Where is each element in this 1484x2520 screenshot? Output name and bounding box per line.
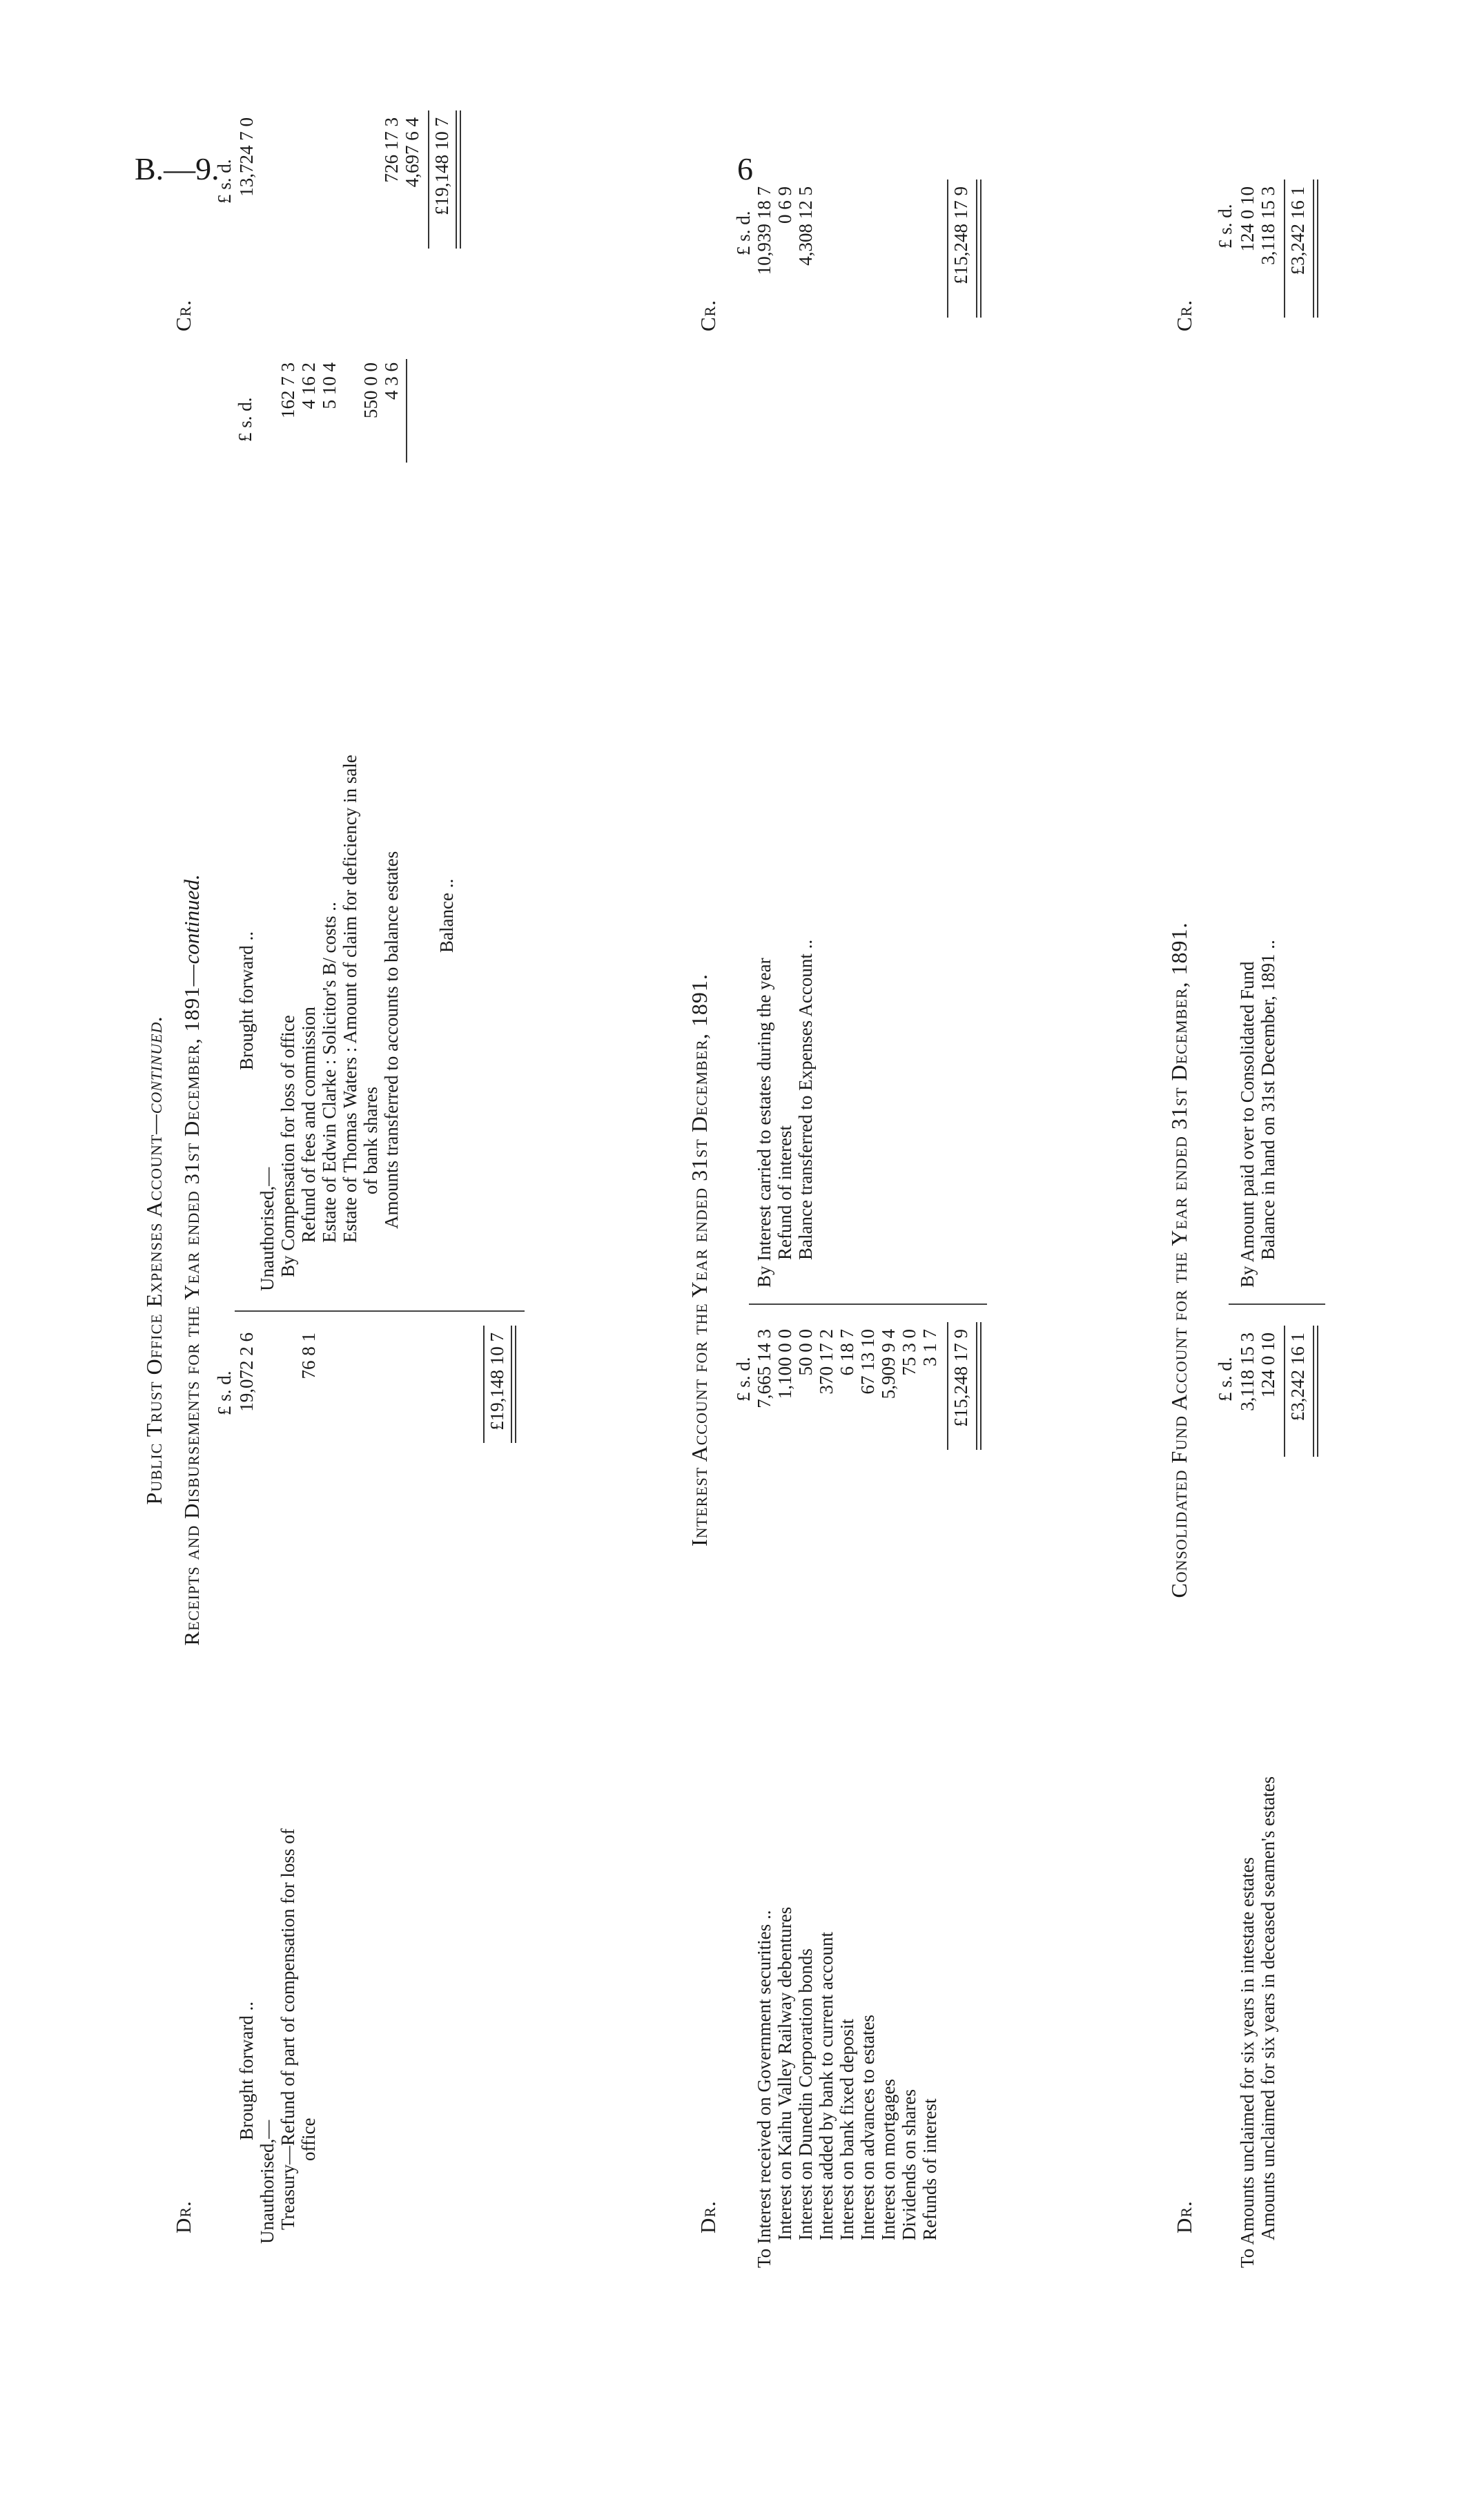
interest-dr-double-rule xyxy=(976,1322,982,1450)
interest-dr-rule xyxy=(947,1322,948,1450)
interest-dr-item: Interest on mortgages xyxy=(878,2079,899,2240)
dr-currency-header: £ s. d. xyxy=(214,1370,235,1415)
interest-cr-rule xyxy=(947,180,948,318)
dr-treasury-amount: 76 8 1 xyxy=(298,1332,319,1379)
consolidated-dr-label: Dr. xyxy=(1172,2200,1196,2233)
cr-brought-forward-amount: 13,724 7 0 xyxy=(236,117,257,197)
cr-transferred-amount: 4 3 6 xyxy=(381,362,402,400)
interest-dr-item: To Interest received on Government securities .. xyxy=(754,1910,774,2268)
interest-dr-amount: 5,909 9 4 xyxy=(878,1329,899,1399)
interest-dr-amount: 6 18 7 xyxy=(837,1329,857,1376)
interest-cr-item: Refund of interest xyxy=(774,1125,795,1260)
cr-refund-amount: 4 16 2 xyxy=(298,362,319,409)
interest-dr-amount: 50 0 0 xyxy=(795,1329,816,1376)
interest-dr-amount: 7,665 14 3 xyxy=(754,1329,774,1408)
interest-dr-amount: 370 17 2 xyxy=(816,1329,837,1395)
page-number: 6 xyxy=(737,151,753,186)
interest-cr-total: £15,248 17 9 xyxy=(950,186,971,284)
interest-cr-item: By Interest carried to estates during the year xyxy=(754,958,774,1288)
consolidated-cr-item: By Amount paid over to Consolidated Fund xyxy=(1237,961,1258,1288)
interest-cr-label: Cr. xyxy=(696,299,720,331)
dr-unauthorised: Unauthorised,— xyxy=(257,2120,277,2244)
consolidated-cr-double-rule xyxy=(1313,180,1318,318)
cr-inner-rule xyxy=(406,359,407,463)
cr-comp-amount: 162 7 3 xyxy=(277,362,298,418)
cr-brought-forward: Brought forward .. xyxy=(236,931,257,1070)
cr-unauthorised: Unauthorised,— xyxy=(257,1167,277,1291)
expenses-divider xyxy=(235,1310,525,1312)
dr-brought-forward-amount: 19,072 2 6 xyxy=(236,1332,257,1412)
dr-office: office xyxy=(298,2117,319,2161)
interest-dr-item: Refunds of interest xyxy=(919,2098,940,2240)
dr-total-rule xyxy=(483,1326,485,1443)
interest-dr-item: Dividends on shares xyxy=(899,2089,919,2240)
consolidated-title: Consolidated Fund Account for the Year ended 31st December, 1891. xyxy=(1166,922,1191,1598)
cr-inner-currency-header: £ s. d. xyxy=(235,397,255,442)
dr-total-double-rule xyxy=(511,1326,516,1443)
cr-subtotal-amount: 726 17 3 xyxy=(381,117,402,183)
interest-cr-currency-header: £ s. d. xyxy=(733,211,754,255)
consolidated-dr-item: To Amounts unclaimed for six years in intestate estates xyxy=(1237,1857,1258,2268)
interest-dr-item: Interest on advances to estates xyxy=(857,2015,878,2240)
page-code: B.—9. xyxy=(135,151,219,186)
cr-total-rule xyxy=(428,110,429,249)
consolidated-dr-amount: 124 0 10 xyxy=(1258,1332,1278,1398)
interest-dr-amount: 67 13 10 xyxy=(857,1329,878,1395)
consolidated-cr-currency-header: £ s. d. xyxy=(1215,204,1236,249)
cr-waters-amount: 550 0 0 xyxy=(360,362,381,418)
cr-balance-amount: 4,697 6 4 xyxy=(402,117,422,188)
interest-dr-amount: 1,100 0 0 xyxy=(774,1329,795,1399)
interest-dr-item: Interest on bank fixed deposit xyxy=(837,2019,857,2240)
cr-total: £19,148 10 7 xyxy=(431,117,452,215)
consolidated-dr-currency-header: £ s. d. xyxy=(1215,1357,1236,1402)
interest-cr-amount: 10,939 18 7 xyxy=(754,186,774,275)
cr-refund-fees: Refund of fees and commission xyxy=(298,1007,319,1243)
consolidated-cr-rule xyxy=(1284,180,1285,318)
interest-cr-double-rule xyxy=(976,180,982,318)
expenses-subtitle: Receipts and Disbursements for the Year ended 31st December, 1891—continued. xyxy=(179,874,204,1646)
interest-dr-label: Dr. xyxy=(696,2200,720,2233)
interest-title: Interest Account for the Year ended 31st December, 1891. xyxy=(687,973,712,1547)
consolidated-cr-amount: 3,118 15 3 xyxy=(1258,186,1278,265)
cr-transferred: Amounts transferred to accounts to balance estates xyxy=(381,851,402,1229)
interest-dr-item: Interest on Kaihu Valley Railway debentures xyxy=(774,1906,795,2240)
interest-dr-total: £15,248 17 9 xyxy=(950,1329,971,1427)
dr-total: £19,148 10 7 xyxy=(487,1332,507,1431)
consolidated-dr-double-rule xyxy=(1313,1326,1318,1457)
cr-compensation: By Compensation for loss of office xyxy=(277,1015,298,1277)
interest-cr-amount: 4,308 12 5 xyxy=(795,186,816,266)
interest-cr-amount: 0 6 9 xyxy=(774,186,795,224)
consolidated-dr-rule xyxy=(1284,1326,1285,1457)
interest-cr-item: Balance transferred to Expenses Account .. xyxy=(795,939,816,1260)
interest-dr-item: Interest on Dunedin Corporation bonds xyxy=(795,1948,816,2240)
interest-dr-currency-header: £ s. d. xyxy=(733,1357,754,1402)
interest-dr-item: Interest added by bank to current account xyxy=(816,1932,837,2240)
interest-dr-amount: 75 3 0 xyxy=(899,1329,919,1376)
cr-outer-currency-header: £ s. d. xyxy=(214,159,235,204)
cr-balance: Balance .. xyxy=(436,878,457,953)
expenses-dr-label: Dr. xyxy=(171,2200,195,2233)
consolidated-cr-label: Cr. xyxy=(1172,299,1196,331)
consolidated-dr-amount: 3,118 15 3 xyxy=(1237,1332,1258,1411)
cr-estate-waters: Estate of Thomas Waters : Amount of claim for deficiency in sale xyxy=(340,755,360,1243)
cr-total-double-rule xyxy=(456,110,461,249)
cr-clarke-amount: 5 10 4 xyxy=(319,362,340,409)
consolidated-divider xyxy=(1229,1303,1325,1305)
expenses-title: Public Trust Office Expenses Account—continued. xyxy=(141,1015,166,1505)
dr-treasury: Treasury—Refund of part of compensation for loss of xyxy=(277,1828,298,2230)
consolidated-dr-item: Amounts unclaimed for six years in deceased seamen's estates xyxy=(1258,1776,1278,2240)
dr-brought-forward: Brought forward .. xyxy=(236,2002,257,2140)
consolidated-cr-total: £3,242 16 1 xyxy=(1287,186,1308,275)
consolidated-cr-item: Balance in hand on 31st December, 1891 .. xyxy=(1258,940,1278,1260)
interest-dr-amount: 3 1 7 xyxy=(919,1329,940,1366)
consolidated-dr-total: £3,242 16 1 xyxy=(1287,1332,1308,1422)
cr-estate-clarke: Estate of Edwin Clarke : Solicitor's B/ costs .. xyxy=(319,902,340,1243)
expenses-cr-label: Cr. xyxy=(171,299,195,331)
interest-divider xyxy=(749,1303,987,1305)
consolidated-cr-amount: 124 0 10 xyxy=(1237,186,1258,252)
cr-bank-shares: of bank shares xyxy=(360,1087,381,1194)
